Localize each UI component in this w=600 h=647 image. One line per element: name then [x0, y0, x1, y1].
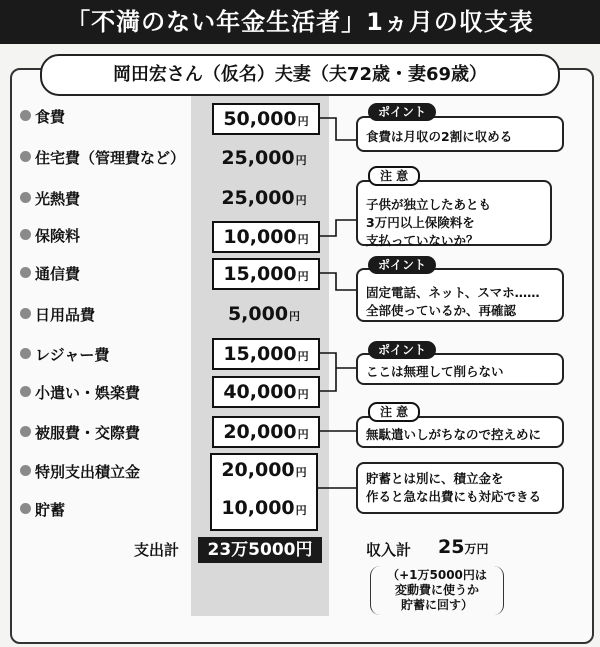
amount-unit: 円 — [295, 504, 307, 517]
amount-value: 5,000 — [227, 303, 289, 325]
callout-tag-point: ポイント — [368, 256, 436, 274]
surplus-note: （+1万5000円は 変動費に使うか 貯蓄に回す） — [370, 566, 504, 615]
row-label-food — [20, 102, 65, 132]
bullet-icon — [20, 151, 31, 162]
amount-value: 40,000 — [223, 381, 297, 403]
bullet-icon — [20, 465, 31, 476]
row-label-special-reserve — [20, 457, 140, 487]
row-label-text: 貯蓄 — [35, 501, 66, 519]
amount-unit: 円 — [297, 233, 309, 246]
callout-text: 食費は月収の2割に収める — [366, 129, 513, 144]
bullet-icon — [20, 110, 31, 121]
amount-savings — [212, 494, 316, 522]
amount-utilities — [212, 184, 316, 212]
income-total-label: 収入計 — [366, 541, 412, 559]
amount-value: 15,000 — [223, 343, 297, 365]
amount-unit: 円 — [295, 466, 307, 479]
amount-leisure — [212, 338, 320, 370]
row-label-leisure — [20, 340, 109, 370]
amount-value: 20,000 — [223, 421, 297, 443]
page-title: 「不満のない年金生活者」1ヵ月の収支表 — [0, 0, 600, 44]
callout-text: 子供が独立したあとも 3万円以上保険料を 支払っていないか？ — [366, 197, 492, 248]
bullet-icon — [20, 229, 31, 240]
amount-value: 10,000 — [223, 226, 297, 248]
callout-text: 無駄遣いしがちなので控えめに — [366, 427, 542, 442]
callout-food — [356, 116, 564, 152]
row-label-text: 小遣い・娯楽費 — [35, 384, 141, 402]
amount-unit: 円 — [297, 350, 309, 363]
row-label-text: 住宅費（管理費など） — [35, 149, 186, 167]
amount-housing — [212, 144, 316, 172]
bullet-icon — [20, 308, 31, 319]
amount-insurance — [212, 221, 320, 253]
row-label-insurance — [20, 221, 80, 251]
row-label-text: レジャー費 — [35, 346, 110, 364]
amount-daily-goods — [212, 300, 316, 328]
row-label-housing — [20, 143, 185, 173]
row-label-utilities — [20, 184, 80, 214]
amount-value: 50,000 — [223, 108, 297, 130]
callout-communication — [356, 268, 564, 322]
amount-food — [212, 103, 320, 135]
expense-total-value: 23万5000円 — [198, 537, 322, 563]
amount-clothing-social — [212, 416, 320, 448]
amount-unit: 円 — [297, 428, 309, 441]
amount-unit: 円 — [295, 194, 307, 207]
row-label-daily-goods — [20, 300, 95, 330]
row-label-clothing-social — [20, 418, 140, 448]
callout-tag-point: ポイント — [368, 341, 436, 359]
row-label-communication — [20, 259, 80, 289]
row-label-text: 特別支出積立金 — [35, 463, 141, 481]
amount-value: 25,000 — [221, 147, 295, 169]
amount-value: 10,000 — [221, 497, 295, 519]
bullet-icon — [20, 386, 31, 397]
amount-unit: 円 — [297, 270, 309, 283]
row-label-text: 通信費 — [35, 265, 81, 283]
callout-insurance — [356, 180, 552, 246]
callout-text: ここは無理して削らない — [366, 364, 504, 379]
row-label-text: 光熱費 — [35, 190, 81, 208]
callout-tag-caution: 注 意 — [368, 166, 420, 186]
row-label-text: 食費 — [35, 108, 66, 126]
row-label-savings — [20, 495, 65, 525]
income-unit: 万円 — [464, 542, 489, 556]
amount-value: 25,000 — [221, 187, 295, 209]
expense-total-label: 支出計 — [134, 541, 180, 559]
bullet-icon — [20, 267, 31, 278]
amount-unit: 円 — [289, 310, 301, 323]
callout-text: 固定電話、ネット、スマホ…… 全部使っているか、再確認 — [366, 285, 540, 318]
amount-unit: 円 — [297, 388, 309, 401]
row-label-allowance — [20, 378, 140, 408]
household-subtitle: 岡田宏さん（仮名）夫妻（夫72歳・妻69歳） — [40, 54, 560, 96]
row-label-text: 日用品費 — [35, 306, 96, 324]
callout-tag-point: ポイント — [368, 103, 436, 121]
amount-communication — [212, 258, 320, 290]
callout-tag-caution: 注 意 — [368, 402, 420, 422]
bullet-icon — [20, 348, 31, 359]
income-total-value — [438, 536, 488, 558]
income-number: 25 — [438, 536, 465, 558]
row-label-text: 保険料 — [35, 227, 81, 245]
amount-unit: 円 — [295, 154, 307, 167]
bullet-icon — [20, 503, 31, 514]
callout-text: 貯蓄とは別に、積立金を 作ると急な出費にも対応できる — [366, 471, 542, 504]
amount-allowance — [212, 376, 320, 408]
amount-special-reserve — [212, 456, 316, 484]
bullet-icon — [20, 426, 31, 437]
row-label-text: 被服費・交際費 — [35, 424, 141, 442]
bullet-icon — [20, 192, 31, 203]
amount-unit: 円 — [297, 115, 309, 128]
callout-reserve — [356, 462, 564, 514]
amount-value: 20,000 — [221, 459, 295, 481]
amount-value: 15,000 — [223, 263, 297, 285]
